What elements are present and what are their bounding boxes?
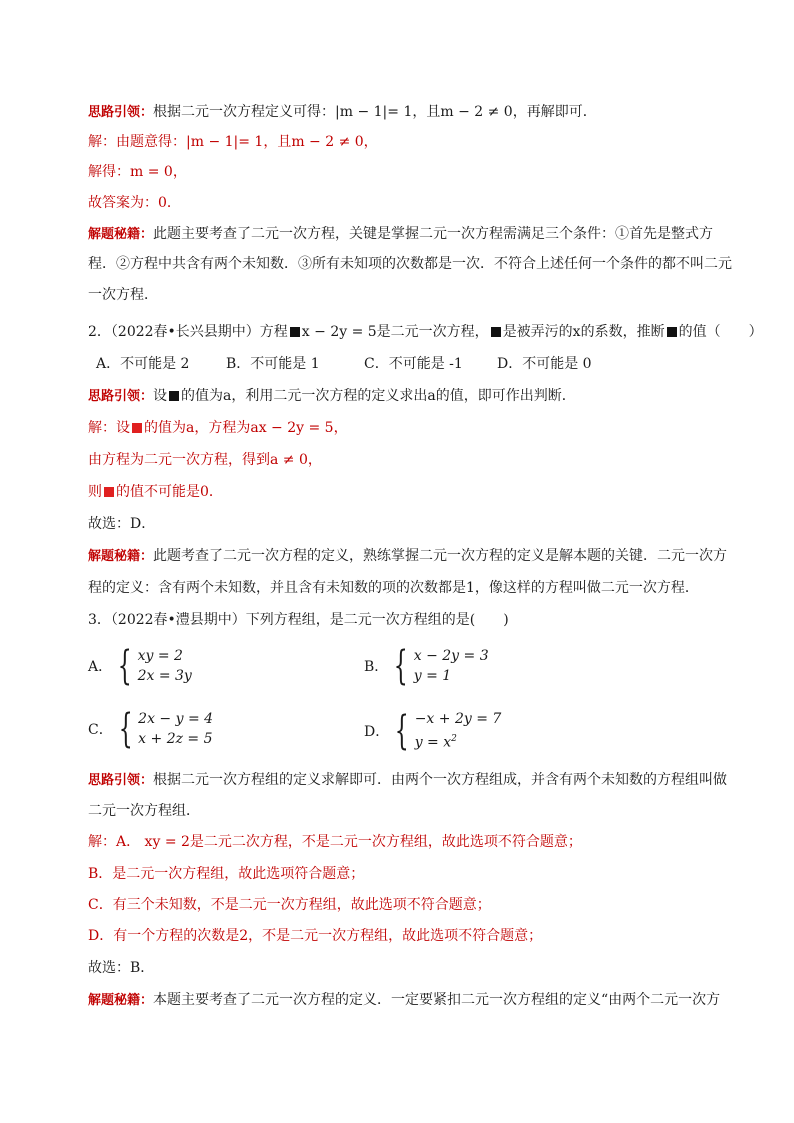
q3-option-a[interactable] bbox=[88, 643, 192, 689]
q2-sol-part-b: 的值为a，方程为ax − 2y = 5， bbox=[144, 420, 348, 436]
q3-secret-text: 本题主要考查了二元一次方程的定义．一定要紧扣二元一次方程组的定义“由两个二元一次方 bbox=[153, 992, 721, 1008]
q3-hint-1 bbox=[88, 770, 727, 791]
brace-icon: { bbox=[394, 707, 409, 754]
q3-hint-text: 根据二元一次方程组的定义求解即可．由两个一次方程组成，并含有两个未知数的方程组叫做 bbox=[153, 772, 728, 788]
equation: x + 2z = 5 bbox=[138, 731, 213, 747]
secret-label: 解题秘籍： bbox=[88, 227, 154, 242]
q2-solution-2: 由方程为二元一次方程，得到a ≠ 0， bbox=[88, 452, 322, 468]
q3-choose: 故选：B． bbox=[88, 960, 155, 976]
smudge-square-icon bbox=[491, 327, 501, 337]
equation bbox=[415, 729, 502, 753]
line-hint-1 bbox=[88, 102, 597, 123]
solution-label: 解： bbox=[88, 420, 116, 436]
solution-text: 由题意得：|m − 1|= 1，且m − 2 ≠ 0， bbox=[116, 134, 378, 150]
q3-option-b[interactable] bbox=[364, 643, 489, 689]
equation: 2x − y = 4 bbox=[138, 711, 214, 727]
smudge-square-icon bbox=[290, 327, 300, 337]
option-label: C． bbox=[88, 722, 113, 738]
secret-text: 此题主要考查了二元一次方程，关键是掌握二元一次方程需满足三个条件：①首先是整式方 bbox=[153, 226, 714, 242]
line-secret-1 bbox=[88, 224, 713, 245]
q2-secret-2: 程的定义：含有两个未知数，并且含有未知数的项的次数都是1，像这样的方程叫做二元一次方程． bbox=[88, 580, 699, 596]
q3-solution-b: B．是二元一次方程组，故此选项符合题意； bbox=[88, 866, 365, 882]
secret-label: 解题秘籍： bbox=[88, 993, 154, 1008]
equation: −x + 2y = 7 bbox=[414, 711, 502, 727]
q2-stem bbox=[88, 322, 763, 342]
q3-option-c[interactable] bbox=[88, 706, 214, 752]
q2-sol3-part-a: 则 bbox=[88, 484, 102, 500]
equation: 2x = 3y bbox=[137, 668, 192, 684]
line-secret-2: 程．②方程中共含有两个未知数．③所有未知项的次数都是一次．不符合上述任何一个条件的都不叫二元 bbox=[88, 256, 732, 272]
q3-hint-2: 二元一次方程组． bbox=[88, 803, 200, 819]
option-label: A． bbox=[88, 659, 113, 675]
solution-label: 解： bbox=[88, 834, 116, 850]
secret-label: 解题秘籍： bbox=[88, 549, 154, 564]
q2-secret-1 bbox=[88, 546, 727, 567]
q3-option-d[interactable] bbox=[364, 709, 501, 753]
q2-solution-3 bbox=[88, 482, 223, 502]
option-label: D． bbox=[364, 723, 390, 740]
q2-choose: 故选：D． bbox=[88, 516, 156, 532]
q2-sol-part-a: 设 bbox=[116, 420, 130, 436]
equation: xy = 2 bbox=[137, 648, 183, 664]
brace-icon: { bbox=[118, 706, 133, 752]
q3-stem: 3．（2022春•澧县期中）下列方程组，是二元一次方程组的是( ) bbox=[88, 612, 509, 628]
q3-secret-1 bbox=[88, 990, 720, 1011]
option-label: B． bbox=[364, 659, 389, 675]
q2-stem-part-b: x − 2y = 5是二元一次方程， bbox=[301, 324, 489, 340]
answer-value: 0． bbox=[158, 195, 181, 211]
smudge-square-icon bbox=[132, 423, 142, 433]
answer-label: 故答案为： bbox=[88, 195, 158, 211]
q2-secret-text: 此题考查了二元一次方程的定义，熟练掌握二元一次方程的定义是解本题的关键．二元一次方 bbox=[153, 548, 728, 564]
hint-label: 思路引领： bbox=[88, 773, 154, 788]
equation: x − 2y = 3 bbox=[413, 648, 489, 664]
q2-option-c[interactable]: C．不可能是 -1 bbox=[364, 356, 463, 372]
q2-hint-part-a: 设 bbox=[153, 388, 168, 404]
q2-stem-part-c: 是被弄污的x的系数，推断 bbox=[502, 324, 665, 340]
exponent: 2 bbox=[451, 734, 457, 744]
equation-base: y = x bbox=[414, 734, 452, 751]
brace-icon: { bbox=[394, 643, 409, 689]
hint-label: 思路引领： bbox=[88, 389, 154, 404]
q2-solution bbox=[88, 418, 348, 438]
hint-text: 根据二元一次方程定义可得：|m − 1|= 1，且m − 2 ≠ 0，再解即可． bbox=[153, 104, 597, 120]
line-answer bbox=[88, 193, 181, 213]
smudge-square-icon bbox=[667, 327, 677, 337]
solution-label: 解： bbox=[88, 134, 116, 150]
q2-sol3-part-b: 的值不可能是0． bbox=[116, 484, 223, 500]
line-solve-result: 解得：m = 0， bbox=[88, 164, 187, 180]
line-solution-1 bbox=[88, 132, 378, 152]
line-secret-3: 一次方程． bbox=[88, 287, 158, 303]
equation: y = 1 bbox=[413, 668, 452, 684]
brace-icon: { bbox=[117, 643, 132, 689]
q3-solution-c: C．有三个未知数，不是二元一次方程组，故此选项不符合题意； bbox=[88, 897, 491, 913]
smudge-square-icon bbox=[104, 487, 114, 497]
q2-option-a[interactable]: A．不可能是 2 bbox=[96, 356, 190, 372]
hint-label: 思路引领： bbox=[88, 105, 154, 120]
q3-solution-a bbox=[88, 832, 582, 852]
q2-hint bbox=[88, 386, 576, 407]
q3-solution-d: D．有一个方程的次数是2，不是二元一次方程组，故此选项不符合题意； bbox=[88, 928, 543, 944]
smudge-square-icon bbox=[169, 391, 179, 401]
q3-sol-a-text: A． xy = 2是二元二次方程，不是二元一次方程组，故此选项不符合题意； bbox=[116, 834, 582, 850]
q2-stem-part-a: 2．（2022春•长兴县期中）方程 bbox=[88, 324, 288, 340]
q2-hint-part-b: 的值为a，利用二元一次方程的定义求出a的值，即可作出判断． bbox=[181, 388, 576, 404]
q2-option-b[interactable]: B．不可能是 1 bbox=[226, 356, 320, 372]
q2-stem-part-d: 的值（ ） bbox=[678, 324, 763, 340]
q2-option-d[interactable]: D．不可能是 0 bbox=[497, 356, 592, 372]
